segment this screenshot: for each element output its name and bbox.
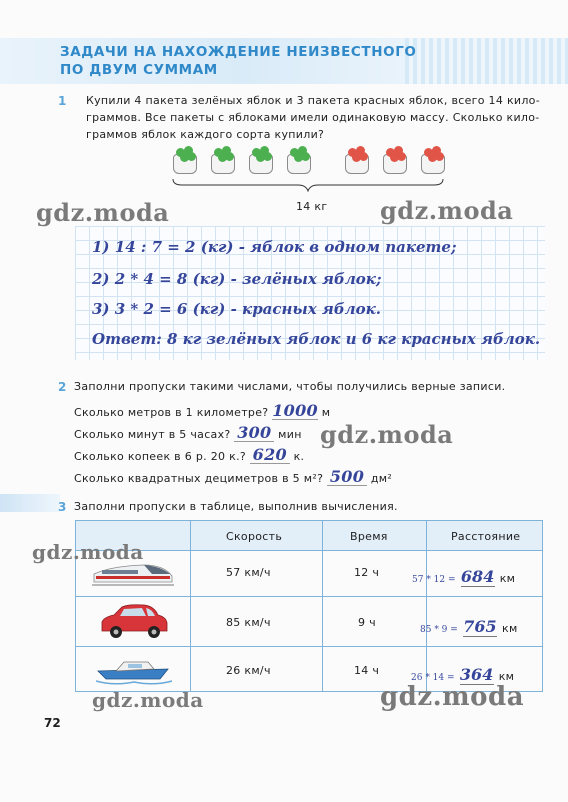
row2-time: 9 ч: [358, 616, 376, 629]
car-icon: [98, 601, 170, 641]
red-apple-icon: [397, 152, 406, 161]
solution-step-3: 3) 3 * 2 = 6 (кг) - красных яблок.: [92, 300, 382, 318]
solution-step-2: 2) 2 * 4 = 8 (кг) - зелёных яблок;: [92, 270, 382, 288]
task2-answer-3[interactable]: 620: [250, 446, 290, 464]
task3-number: 3: [58, 500, 67, 514]
table-divider-1: [190, 520, 191, 692]
red-apple-bag-icon: [344, 146, 370, 174]
task2-question-2: Сколько минут в 5 часах?: [74, 428, 231, 441]
task2-unit-2: мин: [278, 428, 302, 441]
task2-row-2: [74, 424, 302, 443]
boat-icon: [94, 651, 174, 689]
row1-result[interactable]: 684: [460, 567, 495, 586]
watermark-1: gdz.moda: [36, 198, 170, 227]
row1-time: 12 ч: [354, 566, 380, 579]
row1-distance: [412, 567, 515, 587]
task2-row-3: [74, 446, 304, 465]
green-apple-bag-icon: [248, 146, 274, 174]
red-apple-bag-icon: [382, 146, 408, 174]
brace-label: 14 кг: [296, 200, 328, 213]
row2-calc: 85 * 9 =: [420, 625, 458, 635]
red-apple-icon: [435, 152, 444, 161]
row3-result[interactable]: 364: [459, 665, 494, 684]
row3-calc: 26 * 14 =: [411, 673, 455, 683]
watermark-3: gdz.moda: [320, 420, 454, 449]
watermark-5: gdz.moda: [92, 688, 204, 712]
chapter-title-line2: ПО ДВУМ СУММАМ: [60, 62, 218, 78]
header-decor-stripe: [405, 38, 568, 84]
task1-line2: граммов. Все пакеты с яблоками имели одинаковую массу. Сколько кило-: [86, 111, 540, 124]
task2-unit-1: м: [321, 406, 331, 419]
task1-line1: Купили 4 пакета зелёных яблок и 3 пакета красных яблок, всего 14 кило-: [86, 94, 540, 107]
chapter-title: [60, 43, 420, 79]
task2-answer-1[interactable]: 1000: [272, 401, 318, 420]
red-apple-bag-icon: [420, 146, 446, 174]
row2-speed: 85 км/ч: [226, 616, 271, 629]
task2-unit-3: к.: [293, 450, 305, 463]
task1-line3: граммов яблок каждого сорта купили?: [86, 128, 325, 141]
row2-distance: [420, 617, 518, 637]
watermark-2: gdz.moda: [380, 196, 514, 225]
row3-time: 14 ч: [354, 664, 380, 677]
task2-answer-4[interactable]: 500: [327, 468, 367, 486]
solution-step-1: 1) 14 : 7 = 2 (кг) - яблок в одном пакете;: [92, 238, 457, 256]
green-apple-icon: [301, 152, 310, 161]
column-header-time: Время: [350, 530, 388, 543]
row2-result[interactable]: 765: [463, 617, 497, 636]
row3-speed: 26 км/ч: [226, 664, 271, 677]
task1-number: 1: [58, 94, 67, 108]
green-apple-bag-icon: [172, 146, 198, 174]
table-row-divider-2: [75, 596, 543, 597]
solution-answer: Ответ: 8 кг зелёных яблок и 6 кг красных яблок.: [92, 330, 541, 348]
row3-unit: км: [498, 670, 515, 683]
row1-calc: 57 * 12 =: [412, 575, 456, 585]
task2-number: 2: [58, 380, 67, 394]
brace-icon: [172, 178, 444, 192]
chapter-title-line1: ЗАДАЧИ НА НАХОЖДЕНИЕ НЕИЗВЕСТНОГО: [60, 44, 417, 60]
task2-row-1: [74, 402, 330, 421]
green-apple-bag-icon: [286, 146, 312, 174]
red-apple-icon: [359, 152, 368, 161]
row1-speed: 57 км/ч: [226, 566, 271, 579]
watermark-6: gdz.moda: [380, 682, 525, 712]
table-row-divider-3: [75, 646, 543, 647]
green-apple-icon: [263, 152, 272, 161]
table-divider-2: [322, 520, 323, 692]
task2-question-1: Сколько метров в 1 километре?: [74, 406, 269, 419]
task3-margin-band: [0, 494, 60, 512]
watermark-4: gdz.moda: [32, 540, 144, 564]
row2-unit: км: [502, 622, 518, 635]
green-apple-bag-icon: [210, 146, 236, 174]
task3-intro: Заполни пропуски в таблице, выполнив вычисления.: [74, 500, 398, 513]
task2-question-3: Сколько копеек в 6 р. 20 к.?: [74, 450, 247, 463]
column-header-distance: Расстояние: [451, 530, 521, 543]
task2-question-4: Сколько квадратных дециметров в 5 м²?: [74, 472, 324, 485]
row1-unit: км: [499, 572, 516, 585]
task2-unit-4: дм²: [370, 472, 393, 485]
column-header-speed: Скорость: [226, 530, 283, 543]
table-row-divider-1: [75, 550, 543, 551]
task2-answer-2[interactable]: 300: [234, 424, 274, 442]
green-apple-icon: [187, 152, 196, 161]
task2-row-4: [74, 468, 392, 487]
page-number: 72: [44, 716, 61, 730]
task1-text: [86, 92, 556, 143]
green-apple-icon: [225, 152, 234, 161]
task2-intro: Заполни пропуски такими числами, чтобы получились верные записи.: [74, 380, 506, 393]
